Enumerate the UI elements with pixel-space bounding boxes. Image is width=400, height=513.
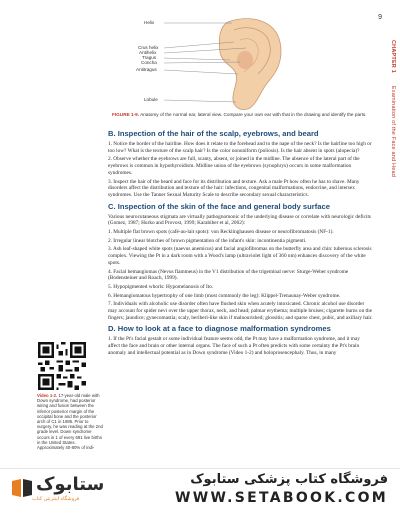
figure-caption [112, 112, 370, 118]
chapter-side-tab [386, 36, 400, 216]
chapter-label: CHAPTER 1 [390, 40, 396, 73]
list-item: 1. Multiple flat brown spots (café-au-lait spots): von Recklinghausen disease or neurofibromatosis (NF-1). [108, 229, 334, 236]
ear-label-antihelix: Antihelix [139, 50, 157, 55]
footer-watermark [0, 468, 400, 513]
ear-label-lobule: Lobule [144, 97, 158, 102]
ear-label-concha: Concha [141, 60, 157, 65]
figure-caption-text: Anatomy of the normal ear, lateral view. Compare your own ear with that in the drawing and identify the parts. [140, 112, 367, 117]
list-item: 3. Ash leaf-shaped white spots (naevus anemicus) and facial angiofibromas on the butterfly area and chin: tuberous sclerosis complex. Viewing the Pt in a dark room with a Wood's lamp (ultraviolet light of 360 nm) enhances discovery of the white spots. [108, 246, 372, 266]
ear-label-helix: Helix [144, 20, 155, 25]
video-label: Video 1-2. [37, 393, 58, 398]
setabook-logo [10, 474, 105, 505]
list-item: 2. Observe whether the eyebrows are full, scanty, absent, or joined in the midline. The absence of the lateral part of the eyebrows is common in hypothyroidism. Midline union of the eyebrows (synophrys) occurs in some malformation syndromes. [108, 156, 360, 176]
list-item: 4. Facial hemangiomas (Nevus flammeus) in the V1 distribution of the trigeminal nerve: Sturge-Weber syndrome (Bodensteiner and Roach, 1999). [108, 268, 349, 282]
video-caption-text: 17-year-old male with Down syndrome, had posterior wiring and fusion between the inferior posterior margin of the occipital bone and the posterior arch of C1 in 1985. Prior to surgery, he was reading at the 2nd grade level. Down syndrome occurs in 1 of every 691 live births in the United States. Approximately 40-80% of indi- [37, 393, 103, 451]
section-d-heading: D. How to look at a face to diagnose malformation syndromes [108, 324, 331, 334]
section-b-heading: B. Inspection of the hair of the scalp, eyebrows, and beard [108, 129, 319, 138]
list-item: 5. Hypopigmented whorls: Hypomelanosis of Ito. [108, 283, 214, 290]
chapter-title: Examination of the Face and Head [390, 85, 396, 177]
section-b-list [108, 141, 373, 199]
figure-caption-label: FIGURE 1-9. [112, 112, 140, 117]
list-item: 7. Individuals with alcoholic use disorder often have flushed skin when acutely intoxicated. Chronic alcohol use disorder may account for spider nevi over the upper thorax, neck, and head; palmar erythema; multiple bruises; cigarette burns on the fingers; jaundice; gynecomastia; scaly, beriberi-like skin if malnourished; glossitis; and sparse chest, pubic, and axillary hair. [108, 301, 373, 321]
ear-label-antitragus: Antitragus [136, 67, 157, 72]
book-logo-icon [10, 477, 34, 499]
page-number: 9 [378, 14, 382, 21]
list-item: 2. Irregular linear blotches of brown pigmentation of the infant's skin: incontinentia pigmenti. [108, 237, 307, 244]
video-qr-code[interactable] [38, 342, 86, 390]
ear-figure [110, 12, 330, 114]
footer-store-title: فروشگاه کتاب پزشکی ستابوک [190, 472, 388, 487]
list-item: 1. Notice the border of the hairline. How does it relate to the forehead and to the nape of the neck? Is the hairline too high or too low? What is the texture of the scalp hair? Is the color nonuniform (poliosis). Is the hair absent in spots (alopecia)? [108, 141, 372, 154]
ear-label-crus-helix: Crus helix [138, 45, 159, 50]
list-item: 3. Inspect the hair of the beard and face for its distribution and texture. Ask a male Pt how often he has to shave. Many disorders affect the distribution and texture of the hair: infections, congenital malformations, endocrine, and intersex syndromes. Use the Tanner Sexual Maturity Scale to describe secondary sexual characteristics. [108, 178, 360, 198]
ear-label-tragus: Tragus [142, 55, 157, 60]
list-item: 1. If the Pt's facial gestalt or some individual feature seems odd, the Pt may have a malformation syndrome, and it may affect the face and brain or other internal organs. The face of such a Pt often predicts with some certainty the Pt's brain anomaly and intellectual potential as in Down syndrome (Video 1-2) and holoprosencephaly. Thus, in many [108, 336, 360, 356]
video-caption [37, 393, 103, 450]
qr-code-icon [38, 342, 86, 390]
section-d-list [108, 336, 373, 356]
section-c-intro: Various neurocutaneous stigmata are virtually pathognomonic of the underlying disease or correlate with neurologic deficits (Gomez, 1987; Hurko and Provost, 1999; Karabiber et al, 2002): [108, 213, 371, 227]
main-text [108, 126, 373, 359]
logo-wordmark: ستابوک [36, 474, 105, 495]
footer-url-link[interactable]: WWW.SETABOOK.COM [175, 490, 388, 506]
section-c-list [108, 229, 373, 321]
logo-tagline: فروشگاه اینترنتی کتاب [32, 496, 80, 502]
section-c-heading: C. Inspection of the skin of the face and general body surface [108, 201, 330, 211]
list-item: 6. Hemangiomatous hypertrophy of one limb (most commonly the leg): Klippel-Trenaunay-Weber syndrome. [108, 292, 341, 299]
